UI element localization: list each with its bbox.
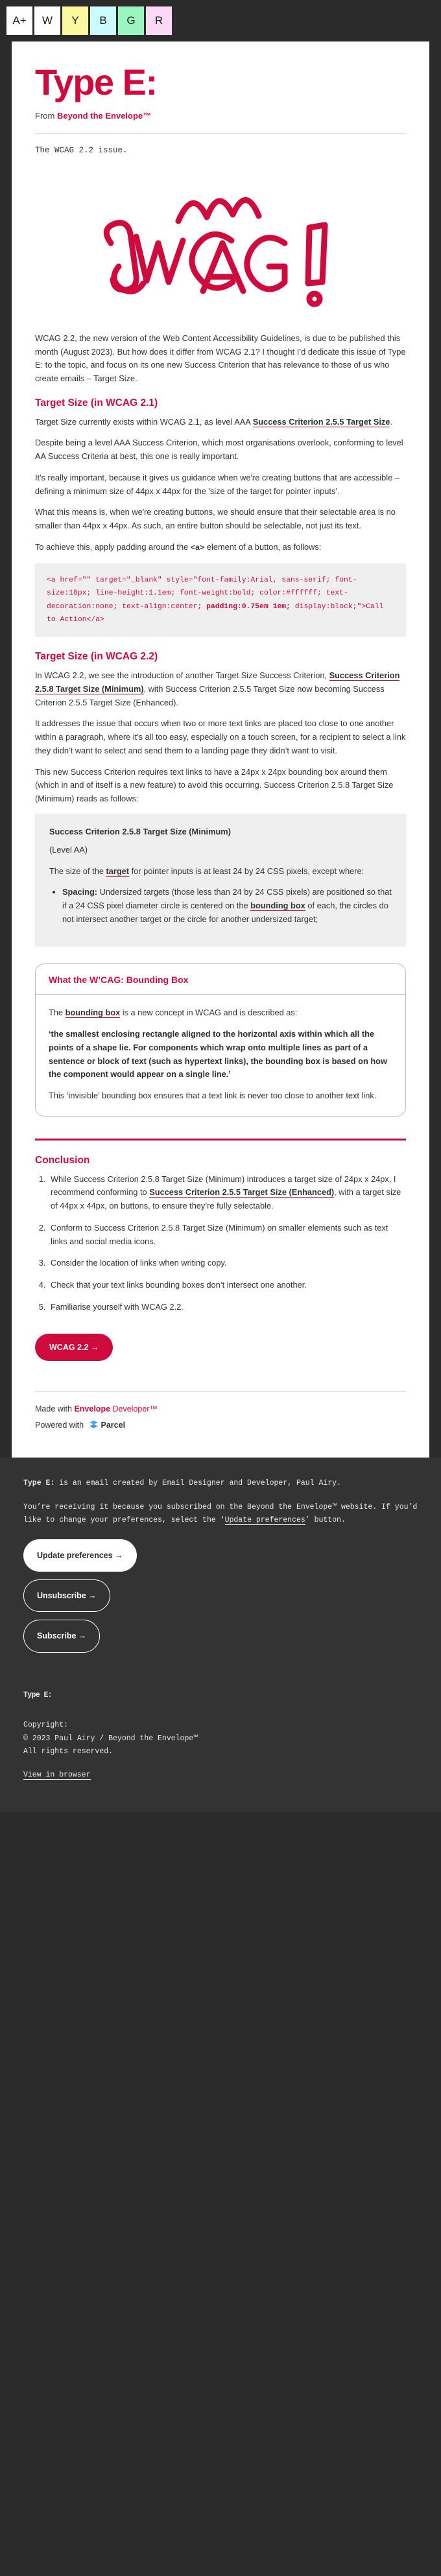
- blue-theme-button[interactable]: B: [90, 6, 116, 35]
- wcag22-paragraph-3: This new Success Criterion requires text links to have a 24px x 24px bounding box around them (which in and of itself is a new feature) to avoid this occurring. Success Criterion 2.5.8 Target Size (Minimum) reads as follows:: [35, 766, 394, 804]
- sc-255-target-size-enhanced-link[interactable]: Success Criterion 2.5.5 Target Size (Enhanced): [149, 1187, 335, 1198]
- footer-brand-name: Type E:: [23, 1479, 55, 1488]
- made-prefix: Made with: [35, 1404, 75, 1414]
- section-heading-wcag22: Target Size (in WCAG 2.2): [35, 651, 158, 663]
- issue-note: The WCAG 2.2 issue.: [35, 145, 128, 155]
- p1-text-before: Target Size currently exists within WCAG 2.1, as level AAA: [35, 416, 253, 427]
- from-prefix: From: [35, 110, 57, 121]
- quote-title: Success Criterion 2.5.8 Target Size (Minimum): [49, 826, 231, 836]
- wcag-22-cta-button[interactable]: WCAG 2.2 →: [35, 1334, 113, 1361]
- email-outer-wrapper: [0, 41, 441, 1458]
- callout-header: [36, 964, 405, 995]
- copyright-line: © 2023 Paul Airy / Beyond the Envelope™: [23, 1734, 198, 1743]
- subscribe-button[interactable]: Subscribe →: [23, 1620, 100, 1652]
- code-part-1: <a href="" target="_blank" style="font-family:Arial, sans-serif; font-size:18px; line-height:1.1em; font-weight:bold; color:#ffffff; text-decoration:none; text-align:center;: [47, 576, 357, 611]
- pink-theme-button[interactable]: R: [146, 6, 172, 35]
- p1-text-after: .: [390, 416, 392, 427]
- white-theme-button[interactable]: W: [34, 6, 60, 35]
- from-brand-link[interactable]: Beyond the Envelope™: [56, 110, 152, 121]
- list-item: [48, 1173, 406, 1213]
- sc-255-target-size-link[interactable]: Success Criterion 2.5.5 Target Size: [252, 416, 390, 427]
- parcel-layers-icon: [89, 1420, 99, 1432]
- callout-paragraph-1: [49, 1006, 392, 1020]
- p5-text-after: element of a button, as follows:: [204, 541, 322, 552]
- footer-logo: Type E:: [23, 1690, 53, 1699]
- bounding-box-callout-card: [35, 963, 406, 1116]
- masthead-from: [35, 111, 406, 121]
- list-item: [62, 886, 392, 926]
- code-padding-highlight: padding:0.75em 1em;: [206, 602, 291, 611]
- powered-prefix: Powered with: [35, 1421, 86, 1430]
- list-item: 3. Consider the location of links when writing copy.: [48, 1257, 406, 1270]
- article-body: [12, 332, 429, 1432]
- made-suffix: Developer™: [110, 1404, 158, 1414]
- intro-paragraph: WCAG 2.2, the new version of the Web Content Accessibility Guidelines, is due to be published this month (August 2023). But how does it differ from WCAG 2.1? I thought I’d dedicate this issue of Type E: to the topic, and focus on its one new Success Criterion that has relevance to those of us who create emails – Target Size.: [35, 333, 406, 383]
- wcag21-paragraph-5: [35, 541, 406, 554]
- p5-text-before: To achieve this, apply padding around the: [35, 541, 191, 552]
- list-item: 2. Conform to Success Criterion 2.5.8 Target Size (Minimum) on smaller elements such as text links and social media icons.: [48, 1222, 406, 1248]
- sc-258-target-size-minimum-link[interactable]: Success Criterion 2.5.8 Target Size (Minimum): [35, 670, 400, 694]
- rights-line: All rights reserved.: [23, 1747, 113, 1756]
- bullet-label-spacing: Spacing:: [62, 887, 98, 897]
- section-heading-conclusion: Conclusion: [35, 1154, 90, 1166]
- view-in-browser-wrap: [23, 1769, 418, 1782]
- callout-body: [36, 995, 405, 1115]
- p1-text-after: , with Success Criterion 2.5.5 Target Size now becoming Success Criterion 2.5.5 Target Size (Enhanced).: [35, 684, 385, 707]
- bullet-after: of each, the circles do not intersect another target or the circle for another undersized target;: [62, 900, 388, 924]
- page-title: Type E:: [35, 62, 157, 102]
- parcel-brand-link[interactable]: Parcel: [101, 1421, 126, 1430]
- item-after: , with a target size of 44px x 44px, on buttons, to ensure they’re fully selectable.: [51, 1187, 401, 1211]
- update-preferences-button[interactable]: Update preferences →: [23, 1539, 137, 1572]
- target-term-link[interactable]: target: [106, 866, 130, 876]
- quote-exceptions-list: [62, 886, 392, 926]
- wcag21-paragraph-3: It's really important, because it gives us guidance when we're creating buttons that are accessible – defining a minimum size of 44px x 44px for the 'size of the target for pointer inputs’.: [35, 472, 399, 496]
- copyright-label: Copyright:: [23, 1721, 69, 1730]
- callout-definition-quote: ‘the smallest enclosing rectangle aligned to the horizontal axis within which all the points of a shape lie. For components which wrap onto multiple lines as part of a sentence or block of text (such as hypertext links), the bounding box is based on how the component would appear on a single line.’: [49, 1029, 387, 1080]
- footer-subscription-note: [23, 1501, 418, 1528]
- code-block-cta-anchor: [35, 563, 406, 637]
- p1-text-before: In WCAG 2.2, we see the introduction of another Target Size Success Criterion,: [35, 670, 329, 681]
- list-item: 4. Check that your text links bounding boxes don’t intersect one another.: [48, 1279, 406, 1292]
- lead-after: for pointer inputs is at least 24 by 24 CSS pixels, except where:: [129, 866, 364, 876]
- callout-after: is a new concept in WCAG and is described as:: [120, 1008, 298, 1018]
- text-size-increase-button[interactable]: A+: [6, 6, 32, 35]
- unsubscribe-button[interactable]: Unsubscribe →: [23, 1579, 110, 1612]
- item-before: While Success Criterion 2.5.8 Target Size (Minimum) introduces a target size of 24px x 24px, I recommend conforming to: [51, 1174, 396, 1198]
- accessibility-toolbar: [0, 0, 441, 41]
- hero-wcag-graphic: [12, 155, 429, 332]
- note-after: ’ button.: [305, 1516, 346, 1525]
- powered-with-line: [35, 1420, 406, 1432]
- section-heading-wcag21: Target Size (in WCAG 2.1): [35, 397, 158, 408]
- yellow-theme-button[interactable]: Y: [62, 6, 88, 35]
- callout-before: The: [49, 1008, 66, 1018]
- callout-heading: What the W’CAG: Bounding Box: [49, 975, 189, 986]
- footer-about-line: [23, 1477, 418, 1490]
- conclusion-list: [48, 1173, 406, 1314]
- lead-before: The size of the: [49, 866, 106, 876]
- code-part-2: display:block;">Call to Action</a>: [47, 602, 384, 624]
- wcag21-paragraph-4: What this means is, when we're creating buttons, we should ensure that their selectable area is no smaller than 44px x 44px. As such, an entire button should be selectable, not just its text.: [35, 507, 396, 530]
- list-item: 5. Familiarise yourself with WCAG 2.2.: [48, 1301, 406, 1314]
- anchor-tag-code: <a>: [190, 543, 205, 552]
- masthead: [12, 41, 429, 155]
- email-footer: [0, 1458, 441, 1812]
- wcag21-paragraph-1: [35, 416, 406, 429]
- view-in-browser-link[interactable]: View in browser: [23, 1771, 91, 1780]
- envelope-brand-link[interactable]: Envelope: [74, 1404, 111, 1414]
- wcag22-paragraph-2: It addresses the issue that occurs when two or more text links are placed too close to one another within a paragraph, where it's all too easy, especially on a touch screen, for a recipient to select a link they didn’t want to select and send them to a landing page they didn’t want to visit.: [35, 718, 406, 755]
- wcag21-paragraph-2: Despite being a level AAA Success Criterion, which most organisations overlook, conforming to level AA Success Criteria at best, this one is really important.: [35, 438, 403, 462]
- email-body: [12, 41, 429, 1458]
- bounding-box-term-link[interactable]: bounding box: [250, 900, 305, 910]
- wcag22-paragraph-1: [35, 669, 406, 709]
- made-with-line: [35, 1404, 406, 1413]
- bounding-box-link[interactable]: bounding box: [65, 1008, 121, 1018]
- callout-paragraph-2: This ‘invisible’ bounding box ensures that a text link is never too close to another text link.: [49, 1090, 377, 1100]
- green-theme-button[interactable]: G: [118, 6, 144, 35]
- quote-lead: [49, 865, 392, 879]
- footer-about-rest: is an email created by Email Designer and Developer, Paul Airy.: [54, 1479, 341, 1488]
- bullet-before: Undersized targets (those less than 24 by 24 CSS pixels) are positioned so that if a 24 CSS pixel diameter circle is centered on the: [62, 887, 392, 910]
- update-preferences-inline-link[interactable]: Update preferences: [224, 1516, 305, 1525]
- footer-buttons: [23, 1539, 418, 1660]
- success-criterion-quote-panel: [35, 814, 406, 947]
- wcag-burst-icon: [81, 181, 360, 311]
- note-before: You’re receiving it because you subscribed on the Beyond the Envelope™ website. If you’d like to change your preferences, select the ‘: [23, 1502, 418, 1525]
- quote-level: (Level AA): [49, 844, 88, 855]
- conclusion-divider: [35, 1139, 406, 1140]
